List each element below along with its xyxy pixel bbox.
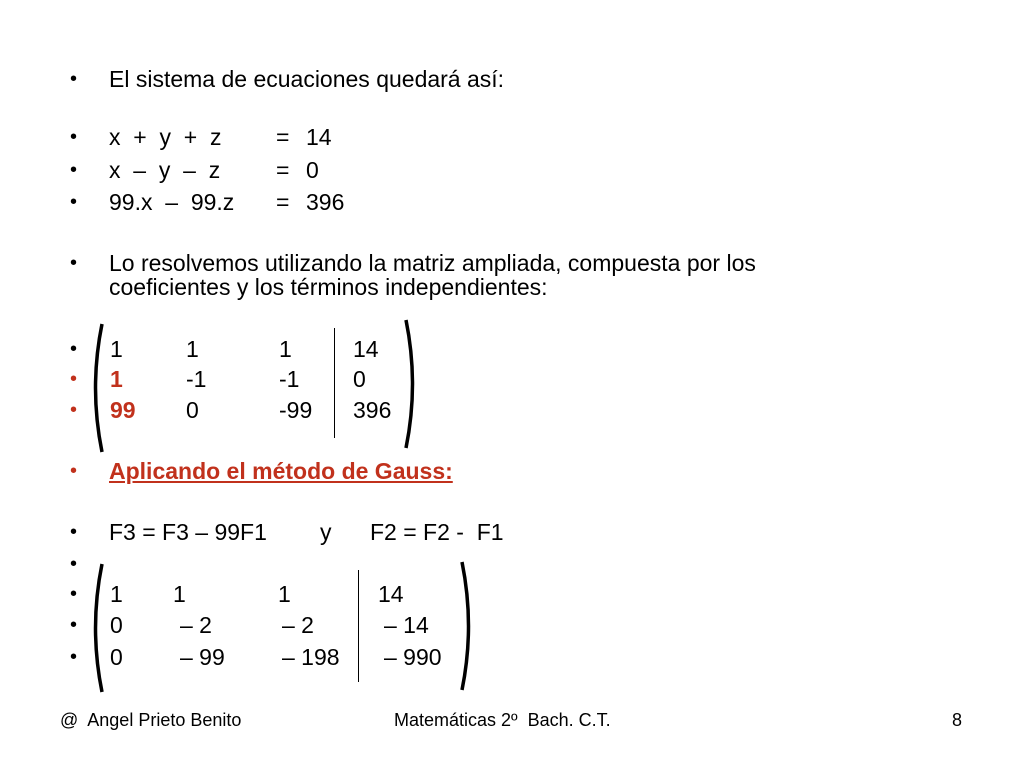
equation-2-lhs: x – y – z [109, 157, 221, 183]
bullet-icon: • [70, 68, 78, 90]
footer-page-number: 8 [952, 710, 963, 730]
equation-1-equals: = [276, 124, 290, 150]
matrix-2-cell: – 99 [180, 644, 225, 670]
matrix-2-cell: – 198 [282, 644, 340, 670]
matrix-1-cell: 1 [186, 336, 199, 362]
operation-f3: F3 = F3 – 99F1 [109, 519, 267, 545]
matrix-1-cell: 1 [110, 366, 123, 392]
matrix-2-cell: 0 [110, 612, 123, 638]
explanation-text: Lo resolvemos utilizando la matriz ampliada, compuesta por los coeficientes y los términos independientes: [109, 250, 756, 300]
bullet-icon: • [70, 583, 78, 605]
bullet-icon: • [70, 614, 78, 636]
matrix-2-cell: – 990 [384, 644, 442, 670]
bullet-icon: • [70, 521, 78, 543]
gauss-heading: Aplicando el método de Gauss: [109, 458, 453, 484]
right-paren-icon [458, 560, 478, 692]
matrix-1-cell: -1 [186, 366, 207, 392]
equation-1-rhs: 14 [306, 124, 332, 150]
matrix-1-separator [334, 328, 335, 438]
intro-text: El sistema de ecuaciones quedará así: [109, 66, 505, 92]
bullet-icon: • [70, 646, 78, 668]
matrix-1-cell: 0 [186, 397, 199, 423]
matrix-2-cell: 1 [110, 581, 123, 607]
operation-f2: F2 = F2 - F1 [370, 519, 504, 545]
bullet-icon: • [70, 252, 78, 274]
equation-1-lhs: x + y + z [109, 124, 222, 150]
bullet-icon: • [70, 191, 78, 213]
equation-3-lhs: 99.x – 99.z [109, 189, 235, 215]
equation-3-equals: = [276, 189, 290, 215]
equation-3-rhs: 396 [306, 189, 345, 215]
left-paren-icon [86, 322, 106, 454]
matrix-1-cell: 1 [110, 336, 123, 362]
bullet-icon: • [70, 553, 78, 575]
matrix-1-cell: -99 [279, 397, 313, 423]
right-paren-icon [402, 318, 422, 450]
equation-2-rhs: 0 [306, 157, 319, 183]
footer-course: Matemáticas 2º Bach. C.T. [394, 710, 611, 730]
equation-2-equals: = [276, 157, 290, 183]
matrix-2-cell: – 14 [384, 612, 429, 638]
matrix-1-cell: -1 [279, 366, 300, 392]
operation-conjunction: y [320, 519, 332, 545]
bullet-icon: • [70, 159, 78, 181]
footer-author: @ Angel Prieto Benito [60, 710, 242, 730]
matrix-1-cell: 396 [353, 397, 392, 423]
matrix-2-cell: – 2 [180, 612, 212, 638]
matrix-2-cell: – 2 [282, 612, 314, 638]
matrix-1-cell: 1 [279, 336, 292, 362]
matrix-1-cell: 14 [353, 336, 379, 362]
matrix-1-cell: 99 [110, 397, 136, 423]
matrix-2-cell: 1 [173, 581, 186, 607]
bullet-icon: • [70, 460, 78, 482]
bullet-icon: • [70, 126, 78, 148]
bullet-icon: • [70, 399, 78, 421]
matrix-2-cell: 14 [378, 581, 404, 607]
matrix-2-separator [358, 570, 359, 682]
bullet-icon: • [70, 368, 78, 390]
matrix-1-cell: 0 [353, 366, 366, 392]
left-paren-icon [86, 562, 106, 694]
matrix-2-cell: 0 [110, 644, 123, 670]
bullet-icon: • [70, 338, 78, 360]
matrix-2-cell: 1 [278, 581, 291, 607]
